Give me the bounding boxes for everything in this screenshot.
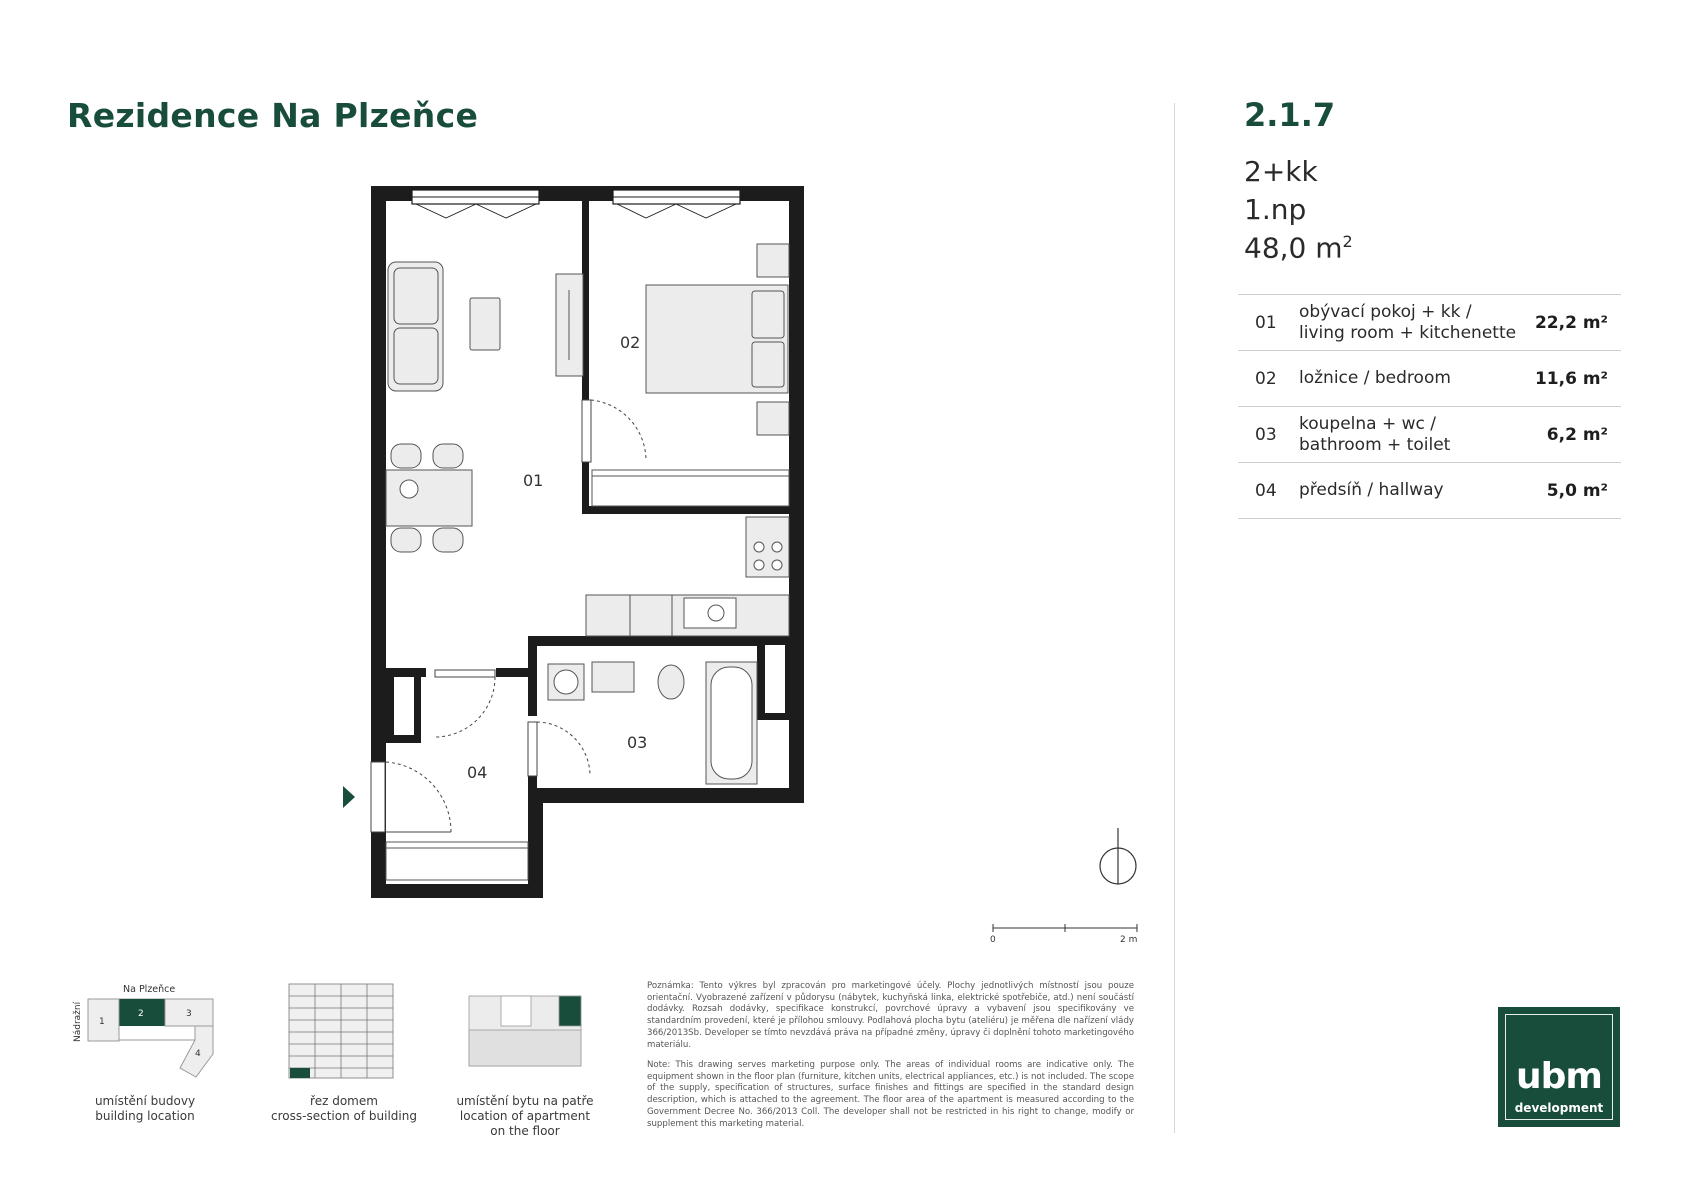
floor-location-diagram <box>469 996 581 1066</box>
block-3: 3 <box>186 1009 192 1019</box>
room-label-02: 02 <box>620 333 641 352</box>
wardrobe <box>556 274 583 376</box>
room-area: 11,6 m² <box>1534 368 1608 389</box>
street-na-plzence: Na Plzeňce <box>123 984 176 995</box>
room-label-01: 01 <box>523 471 544 490</box>
room-number: 01 <box>1255 312 1277 333</box>
scale-bar <box>993 924 1137 932</box>
room-label-03: 03 <box>627 733 648 752</box>
block-2: 2 <box>138 1009 144 1019</box>
unit-layout: 2+kk <box>1244 155 1318 188</box>
room-name: předsíň / hallway <box>1299 480 1444 500</box>
floor-location-caption: umístění bytu na patře location of apartment on the floor <box>456 1094 594 1138</box>
kitchen <box>586 517 789 636</box>
room-name: obývací pokoj + kk / living room + kitchenette <box>1299 301 1517 343</box>
hallway-wardrobe <box>386 842 528 880</box>
room-name: koupelna + wc / bathroom + toilet <box>1299 413 1451 455</box>
unit-area: 48,0 $m^2$ <box>1244 231 1353 265</box>
bathroom-fixtures <box>548 662 757 784</box>
room-area: 5,0 m² <box>1546 480 1608 501</box>
block-1: 1 <box>99 1017 105 1027</box>
room-area: 22,2 m² <box>1534 312 1608 333</box>
logo-wordmark: ubm <box>1516 1056 1602 1097</box>
room-name: ložnice / bedroom <box>1299 368 1451 388</box>
bedroom-wardrobe <box>592 470 789 506</box>
room-number: 02 <box>1255 368 1277 389</box>
ubm-logo <box>1498 1007 1620 1127</box>
block-4: 4 <box>195 1049 201 1059</box>
scale-start: 0 <box>990 935 996 945</box>
logo-subtitle: development <box>1514 1101 1604 1115</box>
north-arrow-icon <box>1100 828 1136 884</box>
cross-section-diagram <box>289 984 393 1078</box>
room-number: 04 <box>1255 480 1277 501</box>
room-label-04: 04 <box>467 763 488 782</box>
dining-table <box>386 444 472 552</box>
note-cz: Poznámka: Tento výkres byl zpracován pro marketingové účely. Plochy jednotlivých místností jsou pouze orientační. Vyobrazené zařízení v půdorysu (nábytek, kuchyňská linka, elektrické spotřebiče, atd.) není součástí dodávky. Rozsah dodávky, specifikace konstrukcí, povrchové úpravy a vybavení jsou specifikovány ve standardním provedení, které je přílohou smlouvy. Podlahová plocha bytu (ateliéru) je měřena dle nařízení vlády 366/2013Sb. Developer se tímto nevzdává práva na případné změny, úpravy či doplnění tohoto marketingového materiálu. <box>647 981 1134 1050</box>
bed <box>646 244 789 435</box>
room-number: 03 <box>1255 424 1277 445</box>
unit-code: 2.1.7 <box>1244 96 1336 134</box>
unit-floor: 1.np <box>1244 193 1307 226</box>
building-location-caption: umístění budovy building location <box>94 1094 196 1123</box>
entrance-arrow-icon <box>343 786 355 808</box>
street-nadrazni: Nádražní <box>73 1001 83 1042</box>
room-area: 6,2 m² <box>1546 424 1608 445</box>
building-location-map <box>88 999 213 1077</box>
note-en: Note: This drawing serves marketing purpose only. The areas of individual rooms are indicative only. The equipment shown in the floor plan (furniture, kitchen units, electrical appliances, etc.) is not included. The scope of the supply, specification of structures, surface finishes and fittings are specified in the standard design description, which is attached to the agreement. The floor area of the apartment is measured according to the Government Decree No. 366/2013 Coll. The developer shall not be restricted in his right to change, modify or supplement this marketing material. <box>647 1060 1134 1129</box>
project-title: Rezidence Na Plzeňce <box>67 96 479 135</box>
cross-section-caption: řez domem cross-section of building <box>271 1094 417 1123</box>
sofa <box>388 262 500 391</box>
scale-end: 2 m <box>1120 935 1138 945</box>
